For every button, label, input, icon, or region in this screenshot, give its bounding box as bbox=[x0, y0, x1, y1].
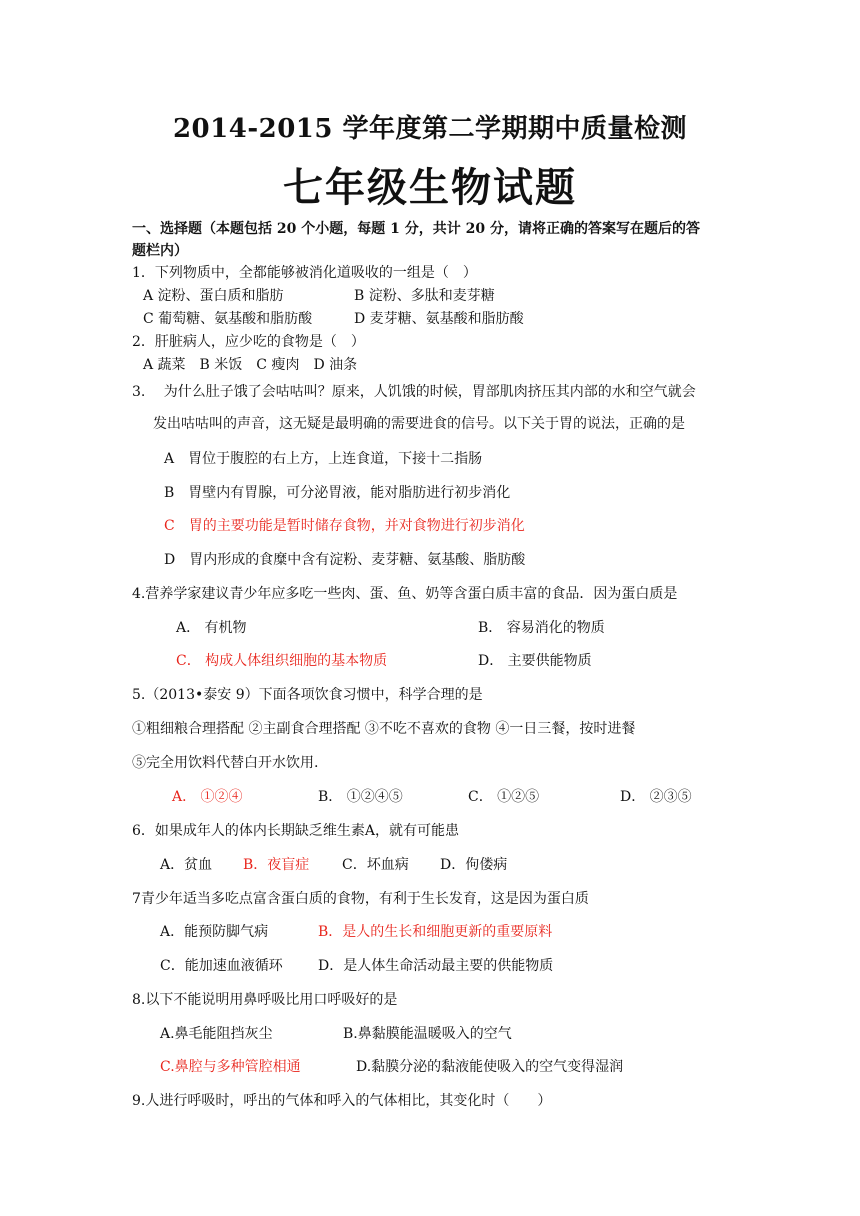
question-4-option-c-answer: C． 构成人体组织细胞的基本物质 bbox=[176, 653, 388, 669]
question-5-items-cont: ⑤完全用饮料代替白开水饮用. bbox=[132, 755, 319, 771]
question-3-option-b: B 胃壁内有胃腺，可分泌胃液，能对脂肪进行初步消化 bbox=[164, 485, 511, 501]
question-3-option-a: A 胃位于腹腔的右上方，上连食道，下接十二指肠 bbox=[164, 451, 483, 467]
question-7-option-d: D．是人体生命活动最主要的供能物质 bbox=[318, 958, 554, 974]
question-4-stem: 4.营养学家建议青少年应多吃一些肉、蛋、鱼、奶等含蛋白质丰富的食品．因为蛋白质是 bbox=[132, 586, 678, 602]
question-6-stem: 6．如果成年人的体内长期缺乏维生素A，就有可能患 bbox=[132, 823, 460, 839]
question-1-option-d: D 麦芽糖、氨基酸和脂肪酸 bbox=[354, 311, 524, 327]
question-2-stem: 2．肝脏病人，应少吃的食物是（ ） bbox=[132, 334, 365, 350]
question-4-option-d: D． 主要供能物质 bbox=[478, 653, 592, 669]
exam-title: 2014-2015 学年度第二学期期中质量检测 bbox=[172, 114, 688, 144]
question-8-option-b: B.鼻黏膜能温暖吸入的空气 bbox=[343, 1026, 512, 1042]
question-9-stem: 9.人进行呼吸时，呼出的气体和呼入的气体相比，其变化时（ ） bbox=[132, 1093, 552, 1109]
exam-subtitle: 七年级生物试题 bbox=[283, 164, 577, 211]
question-8-option-d: D.黏膜分泌的黏液能使吸入的空气变得湿润 bbox=[356, 1059, 624, 1075]
question-3-option-d: D 胃内形成的食糜中含有淀粉、麦芽糖、氨基酸、脂肪酸 bbox=[164, 552, 526, 568]
question-6-option-d: D．佝偻病 bbox=[440, 857, 508, 873]
question-7-option-b-answer: B．是人的生长和细胞更新的重要原料 bbox=[318, 924, 553, 940]
question-1-stem: 1．下列物质中，全都能够被消化道吸收的一组是（ ） bbox=[132, 265, 477, 281]
question-2-options: A 蔬菜 B 米饭 C 瘦肉 D 油条 bbox=[143, 357, 358, 373]
question-7-option-a: A．能预防脚气病 bbox=[160, 924, 269, 940]
question-4-option-a: A． 有机物 bbox=[176, 620, 247, 636]
question-5-option-d: D． ②③⑤ bbox=[620, 789, 692, 805]
question-5-option-c: C． ①②⑤ bbox=[468, 789, 540, 805]
question-5-items: ①粗细粮合理搭配 ②主副食合理搭配 ③不吃不喜欢的食物 ④一日三餐，按时进餐 bbox=[132, 721, 636, 737]
question-3-stem-cont: 发出咕咕叫的声音，这无疑是最明确的需要进食的信号。以下关于胃的说法，正确的是 bbox=[153, 416, 685, 432]
question-6-option-c: C．坏血病 bbox=[342, 857, 409, 873]
question-7-stem: 7青少年适当多吃点富含蛋白质的食物，有利于生长发育，这是因为蛋白质 bbox=[132, 891, 589, 907]
question-5-option-a-answer: A． ①②④ bbox=[172, 789, 243, 805]
question-1-option-c: C 葡萄糖、氨基酸和脂肪酸 bbox=[143, 311, 313, 327]
question-5-option-b: B． ①②④⑤ bbox=[318, 789, 403, 805]
question-3-option-c-answer: C 胃的主要功能是暂时储存食物，并对食物进行初步消化 bbox=[164, 518, 525, 534]
question-3-stem: 3. 为什么肚子饿了会咕咕叫？原来，人饥饿的时候，胃部肌肉挤压其内部的水和空气就会 bbox=[132, 384, 696, 400]
question-4-option-b: B． 容易消化的物质 bbox=[478, 620, 605, 636]
question-8-stem: 8.以下不能说明用鼻呼吸比用口呼吸好的是 bbox=[132, 992, 398, 1008]
question-8-option-c-answer: C.鼻腔与多种管腔相通 bbox=[160, 1059, 301, 1075]
question-6-option-b-answer: B．夜盲症 bbox=[243, 857, 310, 873]
question-1-option-a: A 淀粉、蛋白质和脂肪 bbox=[143, 288, 284, 304]
question-1-option-b: B 淀粉、多肽和麦芽糖 bbox=[354, 288, 495, 304]
question-6-option-a: A．贫血 bbox=[160, 857, 213, 873]
section-heading: 一、选择题（本题包括 20 个小题，每题 1 分，共计 20 分，请将正确的答案写在题后的答 bbox=[132, 221, 700, 237]
section-heading-cont: 题栏内） bbox=[132, 243, 188, 259]
question-7-option-c: C．能加速血液循环 bbox=[160, 958, 283, 974]
question-8-option-a: A.鼻毛能阻挡灰尘 bbox=[160, 1026, 273, 1042]
question-5-stem: 5.（2013•泰安 9）下面各项饮食习惯中，科学合理的是 bbox=[132, 687, 483, 703]
